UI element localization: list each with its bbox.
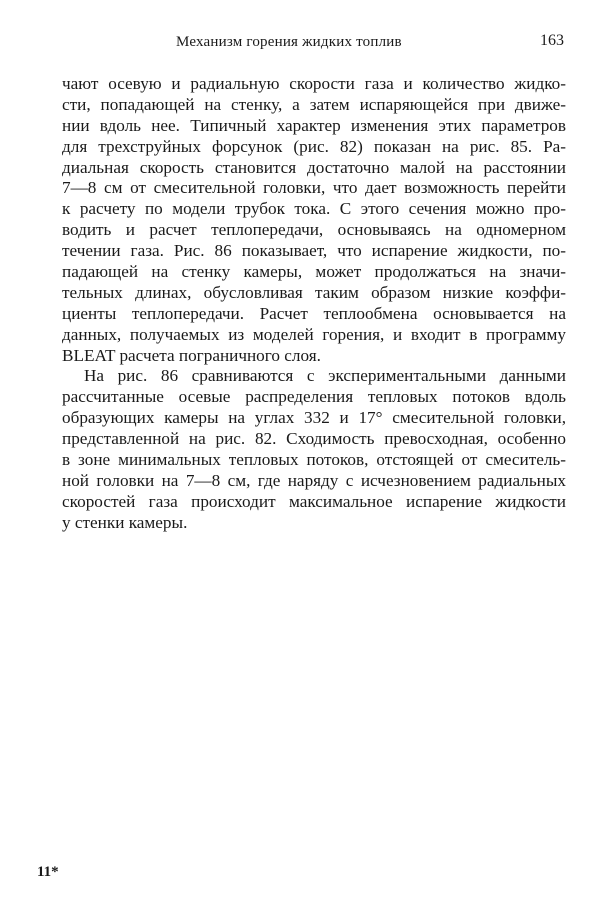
text-line: нии вдоль нее. Типичный характер изменения этих параметров <box>62 115 566 135</box>
text-line: диальная скорость становится достаточно малой на расстоянии <box>62 157 566 177</box>
text-line: сти, попадающей на стенку, а затем испаряющейся при движе- <box>62 94 566 114</box>
text-line: в зоне минимальных тепловых потоков, отстоящей от смеситель- <box>62 450 566 470</box>
text-line: для трехструйных форсунок (рис. 82) показан на рис. 85. Ра- <box>62 136 566 156</box>
text-line: падающей на стенку камеры, может продолжаться на значи- <box>62 262 566 282</box>
text-line: водить и расчет теплопередачи, основываясь на одномерном <box>62 220 566 240</box>
text-line: BLEAT расчета пограничного слоя. <box>62 345 321 365</box>
text-line: На рис. 86 сравниваются с экспериментальными данными <box>84 366 566 386</box>
text-line: циенты теплопередачи. Расчет теплообмена основывается на <box>62 303 566 323</box>
paragraph-2 <box>62 366 566 533</box>
page-number: 163 <box>540 32 564 49</box>
text-line: у стенки камеры. <box>62 512 188 532</box>
running-title: Механизм горения жидких топлив <box>176 34 402 50</box>
text-line: чают осевую и радиальную скорости газа и количество жидко- <box>62 74 566 93</box>
text-line: ной головки на 7—8 см, где наряду с исчезновением радиальных <box>62 470 566 490</box>
text-line: представленной на рис. 82. Сходимость превосходная, особенно <box>62 429 566 449</box>
text-line: рассчитанные осевые распределения тепловых потоков вдоль <box>62 387 566 407</box>
printer-signature: 11* <box>37 864 59 880</box>
text-line: течении газа. Рис. 86 показывает, что испарение жидкости, по- <box>62 241 566 261</box>
body-text <box>62 74 566 534</box>
text-line: к расчету по модели трубок тока. С этого сечения можно про- <box>62 199 566 219</box>
page-header <box>0 30 600 54</box>
text-line: тельных длинах, обусловливая таким образом низкие коэффи- <box>62 282 566 302</box>
text-line: данных, получаемых из моделей горения, и входит в программу <box>62 324 566 344</box>
text-line: скоростей газа происходит максимальное испарение жидкости <box>62 491 566 511</box>
text-line: образующих камеры на углах 332 и 17° смесительной головки, <box>62 408 566 428</box>
paragraph-1 <box>62 74 566 366</box>
text-line: 7—8 см от смесительной головки, что дает возможность перейти <box>62 178 566 198</box>
